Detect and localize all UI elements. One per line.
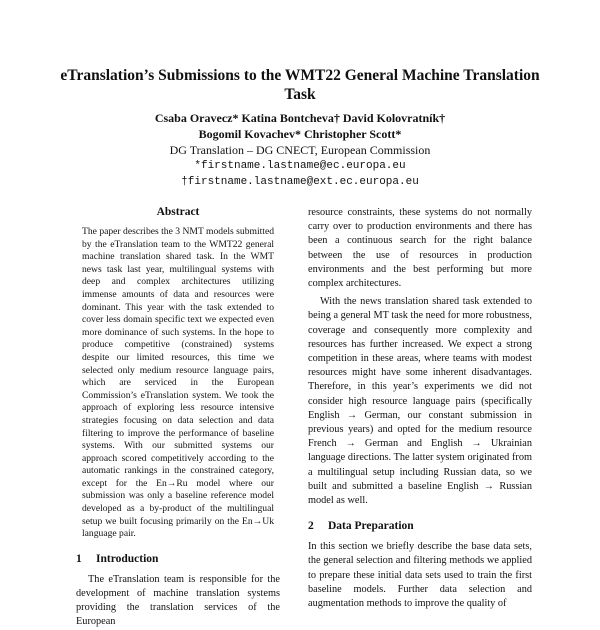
paragraph-data-preparation: In this section we briefly describe the base data sets, the general selection and filtering methods we applied to prepare these initial data sets used to train the first baseline models. Further data selection and augmentation methods to improve the quality of: [308, 541, 532, 610]
paper-title: eTranslation’s Submissions to the WMT22 General Machine Translation Task: [60, 67, 540, 103]
authors-line-1: Csaba Oravecz* Katina Bontcheva† David Kolovratník†: [154, 111, 446, 125]
section-heading-data-preparation: [308, 520, 532, 532]
paragraph-resource-constraints: resource constraints, these systems do not normally carry over to production environments and there has been a continuous search for the right balance between the use of resources in production environments and the best performing but more complex architectures.: [308, 207, 532, 290]
section-heading-introduction: [76, 553, 280, 565]
author-block: [60, 110, 540, 190]
section-title: Introduction: [96, 552, 159, 565]
right-column: [308, 206, 532, 611]
introduction-paragraph: The eTranslation team is responsible for the development of machine translation systems providing the translation services of the European: [76, 573, 280, 628]
affiliation: DG Translation – DG CNECT, European Commission: [169, 143, 431, 157]
authors-line-2: Bogomil Kovachev* Christopher Scott*: [198, 127, 402, 141]
section-title: Data Preparation: [328, 520, 414, 533]
section-number: 2: [308, 520, 314, 533]
email-ext: †firstname.lastname@ext.ec.europa.eu: [181, 176, 419, 188]
paragraph-news-task: With the news translation shared task extended to being a general MT task the need for more robustness, coverage and consequently more complexity and resources has further increased. We expect a strong competition in these areas, where teams with modest resources might have some inherent disadvantages. Therefore, in this year’s experiments we did not consider high resource language pairs (specifically English → German, our constant submission in previous years) and opted for the medium resource French → German and English → Ukrainian language directions. The latter system originated from a multilingual setup including Russian data, so we built and submitted a baseline English → Russian model as well.: [308, 296, 532, 507]
section-number: 1: [76, 552, 82, 565]
left-column: [76, 206, 280, 630]
email-ec: *firstname.lastname@ec.europa.eu: [194, 160, 406, 172]
abstract-text: The paper describes the 3 NMT models submitted by the eTranslation team to the WMT22 general machine translation shared task. In the WMT news task last year, multilingual systems with deep and complex architectures utilizing immense amounts of data and resources were dominant. This year with the task extended to cover less domain specific text we expected even more dominance of such systems. In the hope to produce competitive (constrained) systems despite our limited resources, this time we selected only medium resource language pairs, which are serviced in the European Commission’s eTranslation system. We took the approach of exploring less resource intensive strategies focusing on data selection and data filtering to improve the performance of baseline systems. With our submitted systems our approach scored competitively according to the automatic rankings in the constrained category, except for the En→Ru model where our submission was only a baseline reference model developed as a by-product of the multilingual setup we built focusing primarily on the En→Uk language pair.: [82, 226, 274, 540]
abstract-heading: Abstract: [156, 206, 200, 218]
